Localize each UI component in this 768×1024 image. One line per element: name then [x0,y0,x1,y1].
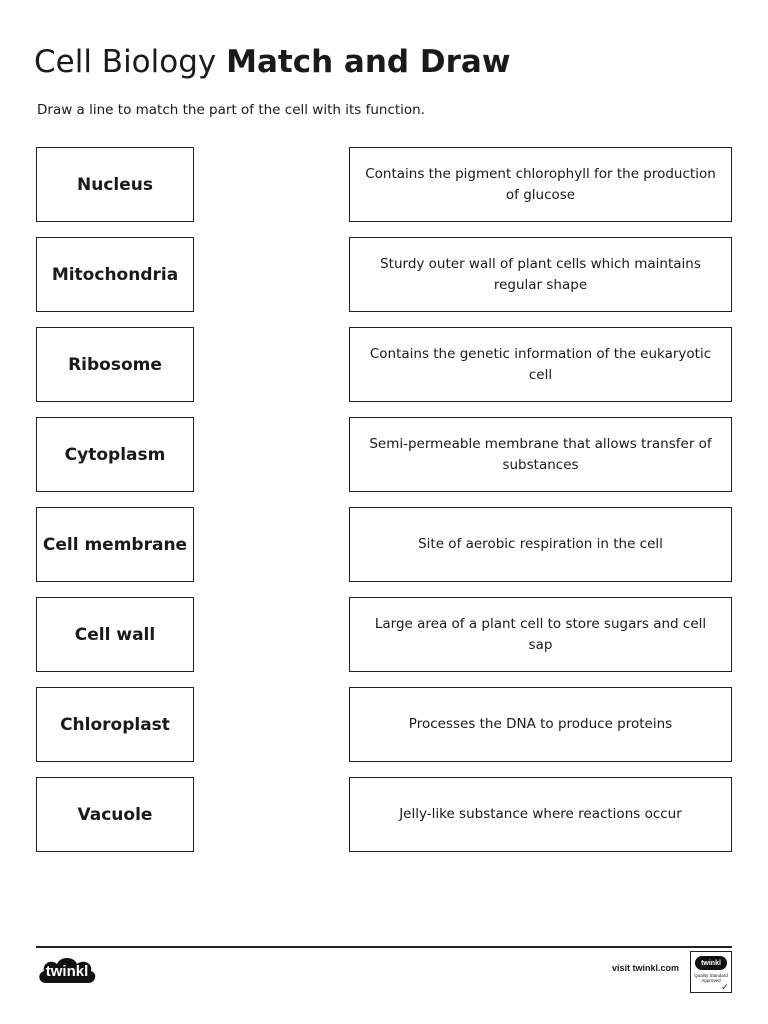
term-box[interactable]: Cytoplasm [36,417,194,492]
description-box[interactable]: Site of aerobic respiration in the cell [349,507,732,582]
instruction-text: Draw a line to match the part of the cell with its function. [37,102,426,118]
term-box[interactable]: Chloroplast [36,687,194,762]
badge-text: Quality Standard Approved [694,973,728,983]
description-box[interactable]: Processes the DNA to produce proteins [349,687,732,762]
badge-logo: twinkl [695,956,727,970]
description-box[interactable]: Contains the pigment chlorophyll for the production of glucose [349,147,732,222]
page-title [34,42,510,82]
term-box[interactable]: Vacuole [36,777,194,852]
title-bold: Match and Draw [226,44,511,80]
term-box[interactable]: Nucleus [36,147,194,222]
visit-link[interactable]: visit twinkl.com [612,963,680,973]
footer-divider [36,946,732,948]
twinkl-logo [36,953,98,989]
logo-text: twinkl [45,962,89,980]
term-box[interactable]: Cell wall [36,597,194,672]
term-box[interactable]: Mitochondria [36,237,194,312]
term-box[interactable]: Cell membrane [36,507,194,582]
description-box[interactable]: Semi-permeable membrane that allows transfer of substances [349,417,732,492]
description-box[interactable]: Contains the genetic information of the eukaryotic cell [349,327,732,402]
description-box[interactable]: Jelly-like substance where reactions occur [349,777,732,852]
term-box[interactable]: Ribosome [36,327,194,402]
title-regular: Cell Biology [34,44,217,80]
description-box[interactable]: Sturdy outer wall of plant cells which maintains regular shape [349,237,732,312]
quality-badge [690,951,732,993]
description-box[interactable]: Large area of a plant cell to store sugars and cell sap [349,597,732,672]
check-icon: ✓ [721,982,729,992]
